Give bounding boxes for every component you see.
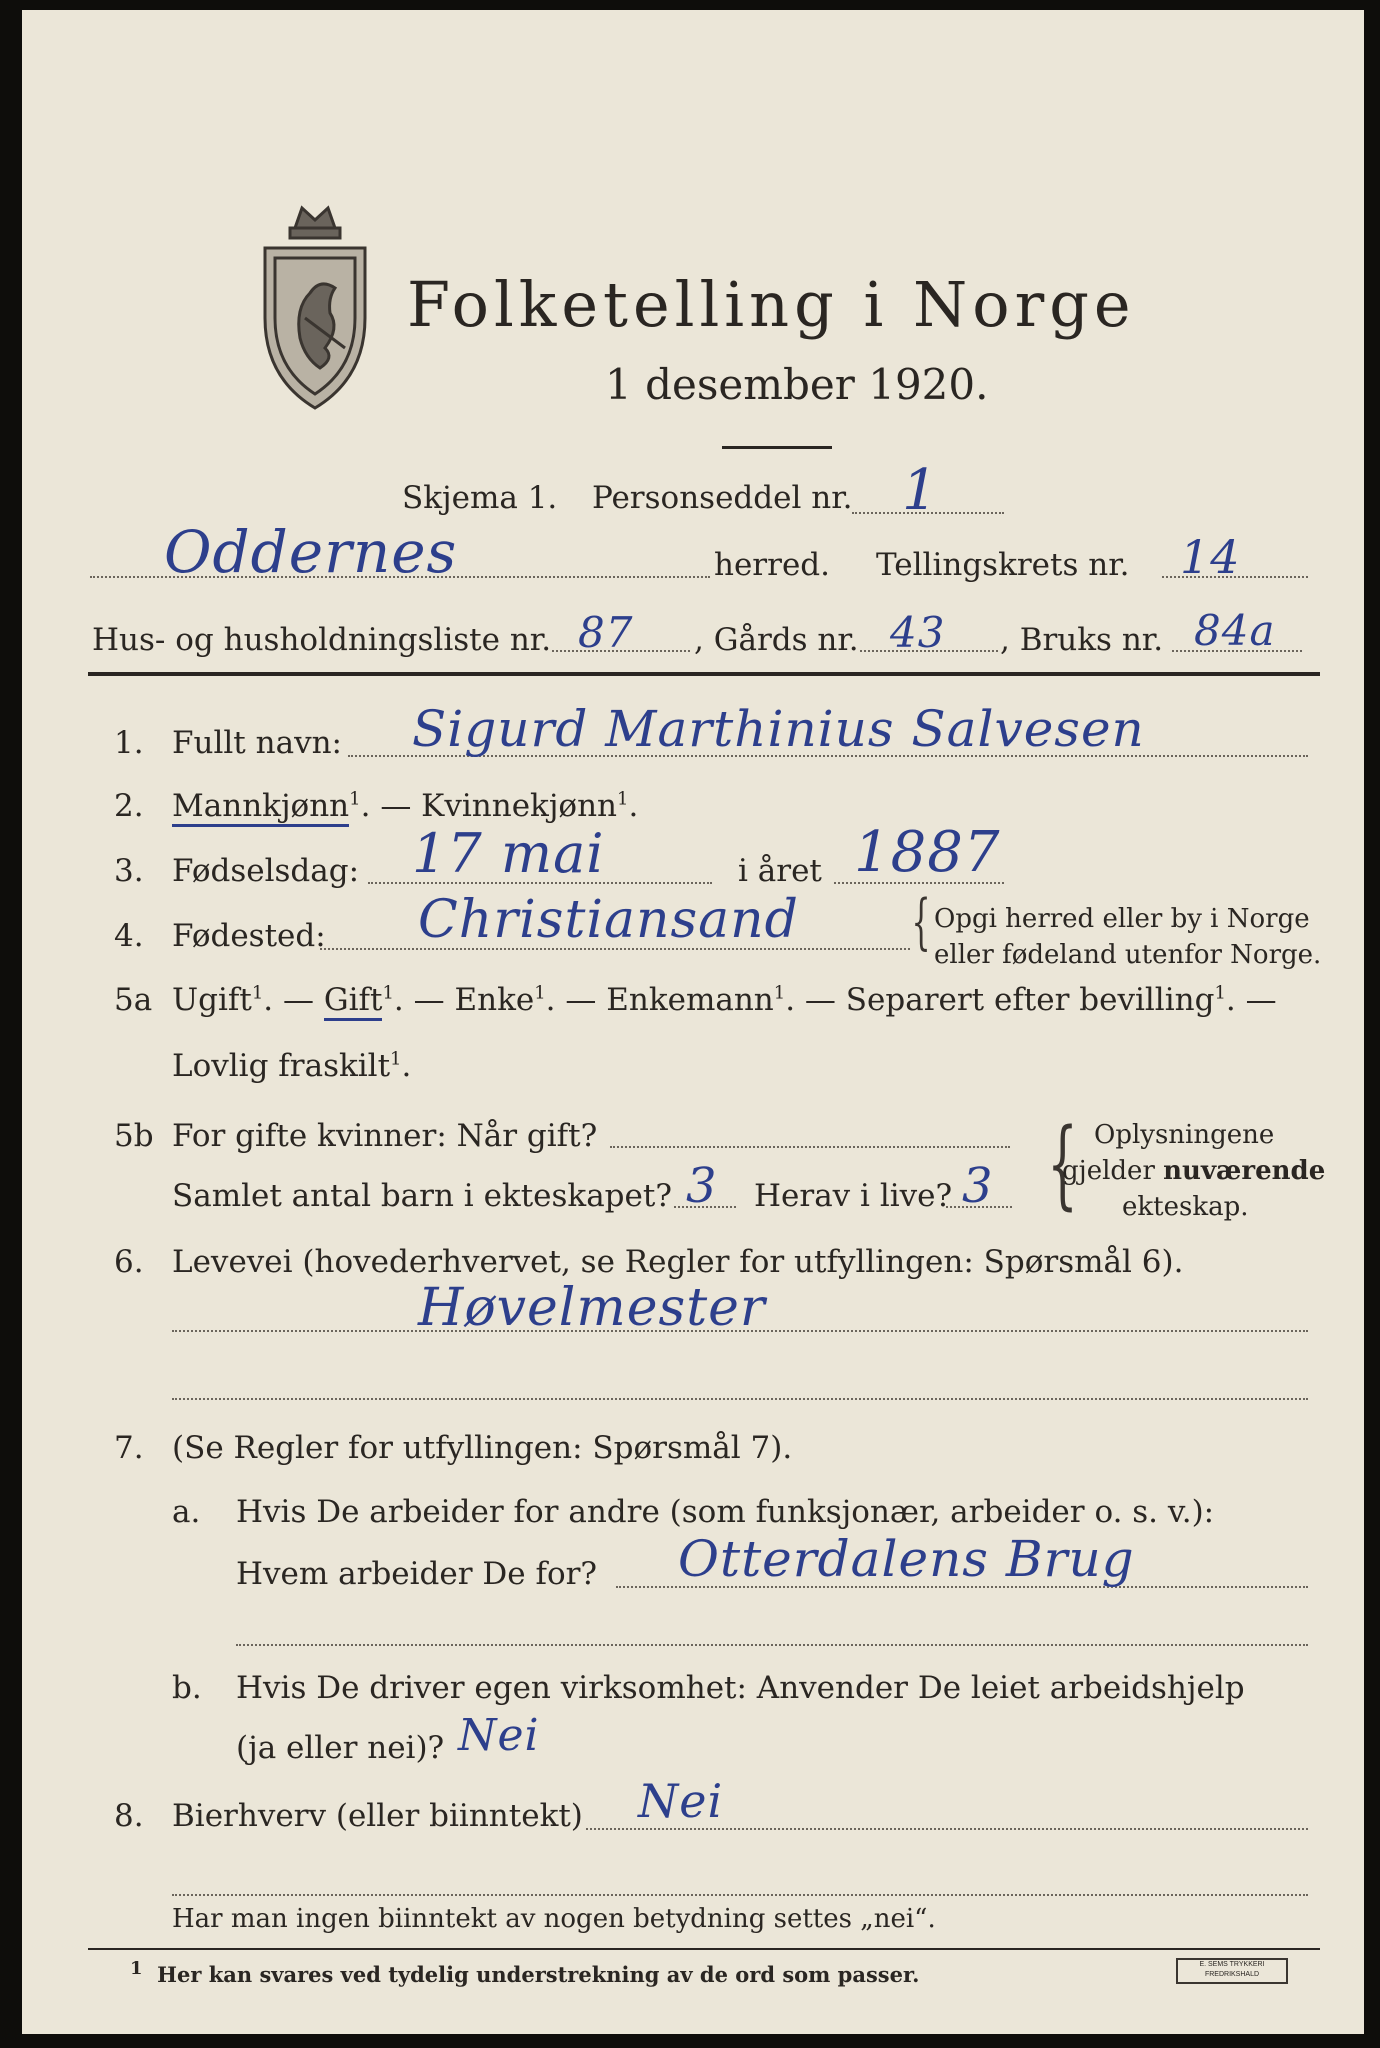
q7-label: (Se Regler for utfyllingen: Spørsmål 7). <box>172 1430 793 1466</box>
q3-label: Fødselsdag: <box>172 853 360 889</box>
herred-label: herred. <box>714 547 830 583</box>
alive-value[interactable]: 3 <box>962 1158 994 1214</box>
q1-label: Fullt navn: <box>172 725 342 761</box>
q5a-number: 5a <box>114 982 153 1018</box>
q4-note-line2: eller fødeland utenfor Norge. <box>934 940 1322 970</box>
q8-label: Bierhverv (eller biinntekt) <box>172 1798 583 1834</box>
q7-number: 7. <box>114 1430 144 1466</box>
tellingskrets-label: Tellingskrets nr. <box>876 547 1130 583</box>
q2-number: 2. <box>114 788 144 824</box>
q4-number: 4. <box>114 918 144 954</box>
q5b-when-label: For gifte kvinner: Når gift? <box>172 1118 598 1154</box>
q3-number: 3. <box>114 853 144 889</box>
gards-value[interactable]: 43 <box>890 608 946 657</box>
q4-brace: { <box>911 887 931 957</box>
q7a-letter: a. <box>172 1494 201 1530</box>
female-option[interactable]: Kvinnekjønn <box>421 788 618 824</box>
census-date: 1 desember 1920. <box>605 360 989 409</box>
bruks-value[interactable]: 84a <box>1194 606 1276 655</box>
year-label: i året <box>738 853 822 889</box>
herred-value[interactable]: Oddernes <box>164 518 458 586</box>
male-option[interactable]: Mannkjønn <box>172 788 349 827</box>
q8-number: 8. <box>114 1798 144 1834</box>
hus-label: Hus- og husholdningsliste nr. <box>92 622 552 658</box>
hired-help-value[interactable]: Nei <box>458 1710 540 1761</box>
employer-value[interactable]: Otterdalens Brug <box>678 1530 1135 1588</box>
side-income-value[interactable]: Nei <box>638 1774 724 1828</box>
title-divider <box>722 446 832 449</box>
employer-line-2 <box>236 1644 1308 1646</box>
q5b-number: 5b <box>114 1118 154 1154</box>
census-form <box>22 10 1364 2034</box>
coat-of-arms-icon <box>250 198 380 418</box>
married-option[interactable]: Gift <box>324 982 383 1021</box>
gards-label: , Gårds nr. <box>694 622 859 658</box>
when-married-line <box>610 1146 1010 1148</box>
birth-year-value[interactable]: 1887 <box>854 820 1001 885</box>
form-title: Folketelling i Norge <box>407 268 1136 341</box>
q7b-letter: b. <box>172 1670 202 1706</box>
divorced-option[interactable]: Lovlig fraskilt$^1$. <box>172 1048 412 1084</box>
printer-stamp: E. SEMS TRYKKERI FREDRIKSHALD <box>1176 1958 1288 1984</box>
q7b-text: Hvis De driver egen virksomhet: Anvender De leiet arbeidshjelp <box>236 1670 1245 1706</box>
occupation-line-2 <box>172 1398 1308 1400</box>
q1-number: 1. <box>114 725 144 761</box>
q7a-question: Hvem arbeider De for? <box>236 1556 598 1592</box>
q6-label: Levevei (hovederhvervet, se Regler for utfyllingen: Spørsmål 6). <box>172 1244 1184 1280</box>
q5b-note-line2: gjelder nuværende <box>1062 1156 1326 1186</box>
occupation-value[interactable]: Høvelmester <box>418 1278 766 1338</box>
sex-options: Mannkjønn$^1$. — Kvinnekjønn$^1$. <box>172 788 638 824</box>
q7a-text: Hvis De arbeider for andre (som funksjonær, arbeider o. s. v.): <box>236 1494 1215 1530</box>
side-income-line <box>586 1828 1308 1830</box>
hus-value[interactable]: 87 <box>578 608 634 657</box>
q5b-children-label: Samlet antal barn i ekteskapet? <box>172 1178 672 1214</box>
unmarried-option[interactable]: Ugift <box>172 982 252 1018</box>
birthday-value[interactable]: 17 mai <box>412 822 605 885</box>
q6-number: 6. <box>114 1244 144 1280</box>
footnote: 1 Her kan svares ved tydelig understrekning av de ord som passer. <box>130 1958 920 1987</box>
bruks-label: , Bruks nr. <box>1000 622 1164 658</box>
birthplace-value[interactable]: Christiansand <box>418 890 799 950</box>
marital-options: Ugift$^1$. — Gift$^1$. — Enke$^1$. — Enkemann$^1$. — Separert efter bevilling$^1$. — <box>172 982 1277 1018</box>
q5b-note-line3: ekteskap. <box>1122 1192 1249 1222</box>
q5b-alive-label: Herav i live? <box>754 1178 953 1214</box>
tellingskrets-value[interactable]: 14 <box>1180 530 1241 584</box>
footer-rule <box>88 1948 1320 1950</box>
personseddel-label: Personseddel nr. <box>592 480 853 516</box>
footer-note: Har man ingen biinntekt av nogen betydning settes „nei“. <box>172 1904 936 1934</box>
side-income-line-2 <box>172 1894 1308 1896</box>
q5b-brace: { <box>1047 1108 1078 1220</box>
personseddel-value[interactable]: 1 <box>902 458 939 523</box>
header-rule <box>88 672 1320 676</box>
children-value[interactable]: 3 <box>686 1158 718 1214</box>
q5b-note-line1: Oplysningene <box>1094 1120 1275 1150</box>
q4-note-line1: Opgi herred eller by i Norge <box>934 904 1310 934</box>
schema-label: Skjema 1. <box>402 480 558 516</box>
q4-label: Fødested: <box>172 918 326 954</box>
q7b-question: (ja eller nei)? <box>236 1730 445 1766</box>
full-name-value[interactable]: Sigurd Marthinius Salvesen <box>412 700 1145 758</box>
